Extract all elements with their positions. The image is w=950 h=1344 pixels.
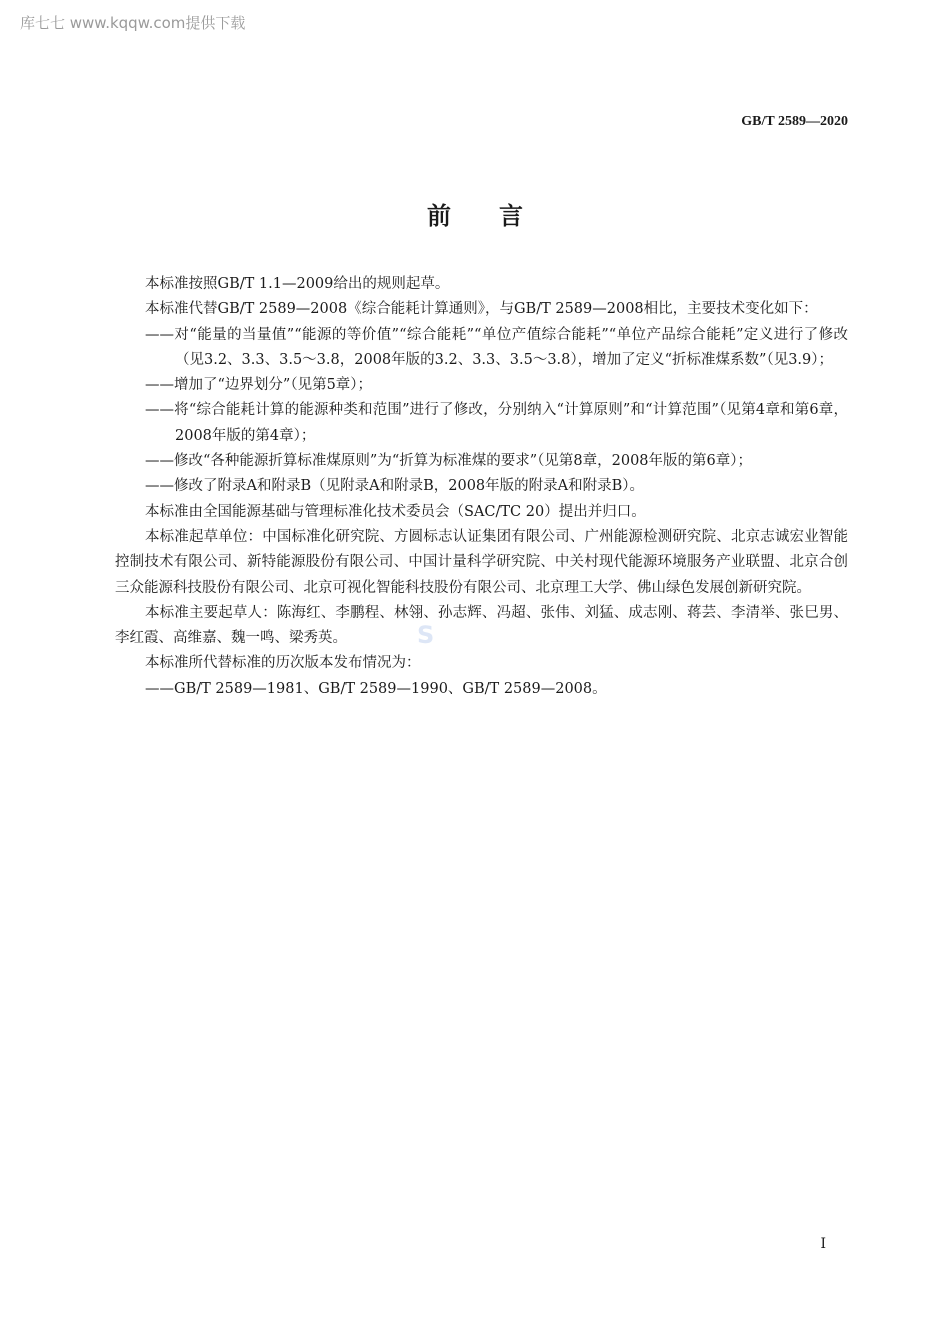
page-number: I (820, 1236, 826, 1252)
change-item: ——对“能量的当量值”“能源的等价值”“综合能耗”“单位产值综合能耗”“单位产品综合能耗”定义进行了修改（见3.2、3.3、3.5～3.8，2008年版的3.2、3.3、3.5～3.8），增加了定义“折标准煤系数”（见3.9）； (145, 326, 848, 368)
paragraph-replaces: 本标准代替GB/T 2589—2008《综合能耗计算通则》，与GB/T 2589—2008相比，主要技术变化如下： (145, 301, 818, 318)
change-item: ——修改了附录A和附录B（见附录A和附录B，2008年版的附录A和附录B）。 (145, 478, 645, 495)
paragraph-proposer: 本标准由全国能源基础与管理标准化技术委员会（SAC/TC 20）提出并归口。 (145, 503, 646, 520)
paragraph-history-intro: 本标准所代替标准的历次版本发布情况为： (145, 655, 421, 672)
standard-code: GB/T 2589—2020 (741, 114, 848, 129)
change-item: ——修改“各种能源折算标准煤原则”为“折算为标准煤的要求”（见第8章，2008年版的第6章）； (145, 453, 753, 470)
paragraph-drafters: 本标准主要起草人：陈海红、李鹏程、林翎、孙志辉、冯超、张伟、刘猛、成志刚、蒋芸、李清举、张巳男、李红霞、高维嘉、魏一鸣、梁秀英。 (115, 604, 848, 647)
foreword-body (115, 272, 848, 702)
change-item: ——将“综合能耗计算的能源种类和范围”进行了修改，分别纳入“计算原则”和“计算范围”（见第4章和第6章，2008年版的第4章）； (145, 402, 848, 444)
watermark-stamp-icon: S (417, 621, 435, 649)
paragraph-drafting-units: 本标准起草单位：中国标准化研究院、方圆标志认证集团有限公司、广州能源检测研究院、北京志诚宏业智能控制技术有限公司、新特能源股份有限公司、中国计量科学研究院、中关村现代能源环境服务产业联盟、北京合创三众能源科技股份有限公司、北京可视化智能科技股份有限公司、北京理工大学、佛山绿色发展创新研究院。 (115, 528, 848, 596)
history-item: ——GB/T 2589—1981、GB/T 2589—1990、GB/T 2589—2008。 (145, 680, 607, 697)
change-item: ——增加了“边界划分”（见第5章）； (145, 377, 373, 394)
page-title: 前言 (427, 202, 571, 230)
watermark-text: 库七七 www.kqqw.com提供下载 (20, 14, 246, 32)
paragraph-drafting-rules: 本标准按照GB/T 1.1—2009给出的规则起草。 (145, 276, 450, 292)
